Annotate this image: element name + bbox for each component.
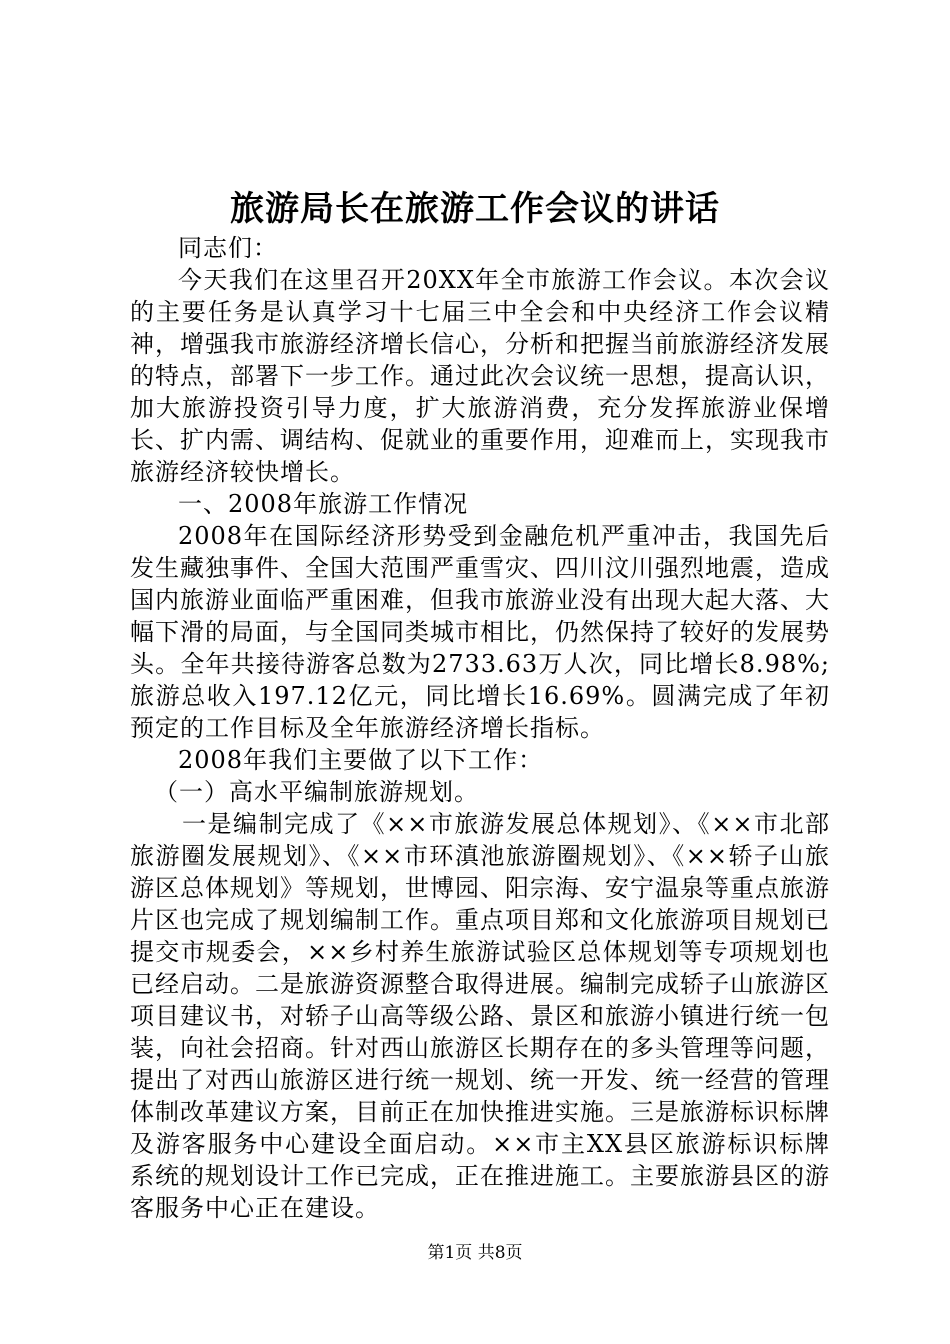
paragraph-planning: 一是编制完成了《××市旅游发展总体规划》、《××市北部旅游圈发展规划》、《××市环滇池旅游圈规划》、《××轿子山旅游区总体规划》等规划，世博园、阳宗海、安宁温泉等重点旅游片区也完成了规划编制工作。重点项目郑和文化旅游项目规划已提交市规委会，××乡村养生旅游试验区总体规划等专项规划也已经启动。二是旅游资源整合取得进展。编制完成轿子山旅游区项目建议书，对轿子山高等级公路、景区和旅游小镇进行统一包装，向社会招商。针对西山旅游区长期存在的多头管理等问题，提出了对西山旅游区进行统一规划、统一开发、统一经营的管理体制改革建议方案，目前正在加快推进实施。三是旅游标识标牌及游客服务中心建设全面启动。××市主XX县区旅游标识标牌系统的规划设计工作已完成，正在推进施工。主要旅游县区的游客服务中心正在建设。: [130, 810, 830, 1222]
paragraph-2008-overview: 2008年在国际经济形势受到金融危机严重冲击，我国先后发生藏独事件、全国大范围严重雪灾、四川汶川强烈地震，造成国内旅游业面临严重困难，但我市旅游业没有出现大起大落、大幅下滑的局面，与全国同类城市相比，仍然保持了较好的发展势头。全年共接待游客总数为2733.63万人次，同比增长8.98%;旅游总收入197.12亿元，同比增长16.69%。圆满完成了年初预定的工作目标及全年旅游经济增长指标。: [130, 522, 830, 742]
salutation: 同志们：: [178, 234, 278, 262]
page-number: 第1页 共8页: [427, 1243, 523, 1263]
paragraph-intro: 今天我们在这里召开20XX年全市旅游工作会议。本次会议的主要任务是认真学习十七届三中全会和中央经济工作会议精神，增强我市旅游经济增长信心，分析和把握当前旅游经济发展的特点，部署下一步工作。通过此次会议统一思想，提高认识，加大旅游投资引导力度，扩大旅游消费，充分发挥旅游业保增长、扩内需、调结构、促就业的重要作用，迎难而上，实现我市旅游经济较快增长。: [130, 266, 830, 486]
paragraph-work-summary: 2008年我们主要做了以下工作：: [178, 746, 544, 774]
subsection-heading: （一）高水平编制旅游规划。: [154, 778, 479, 806]
document-title: 旅游局长在旅游工作会议的讲话: [230, 189, 720, 229]
document-body: [130, 232, 830, 1224]
section-heading: 一、2008年旅游工作情况: [178, 490, 469, 518]
